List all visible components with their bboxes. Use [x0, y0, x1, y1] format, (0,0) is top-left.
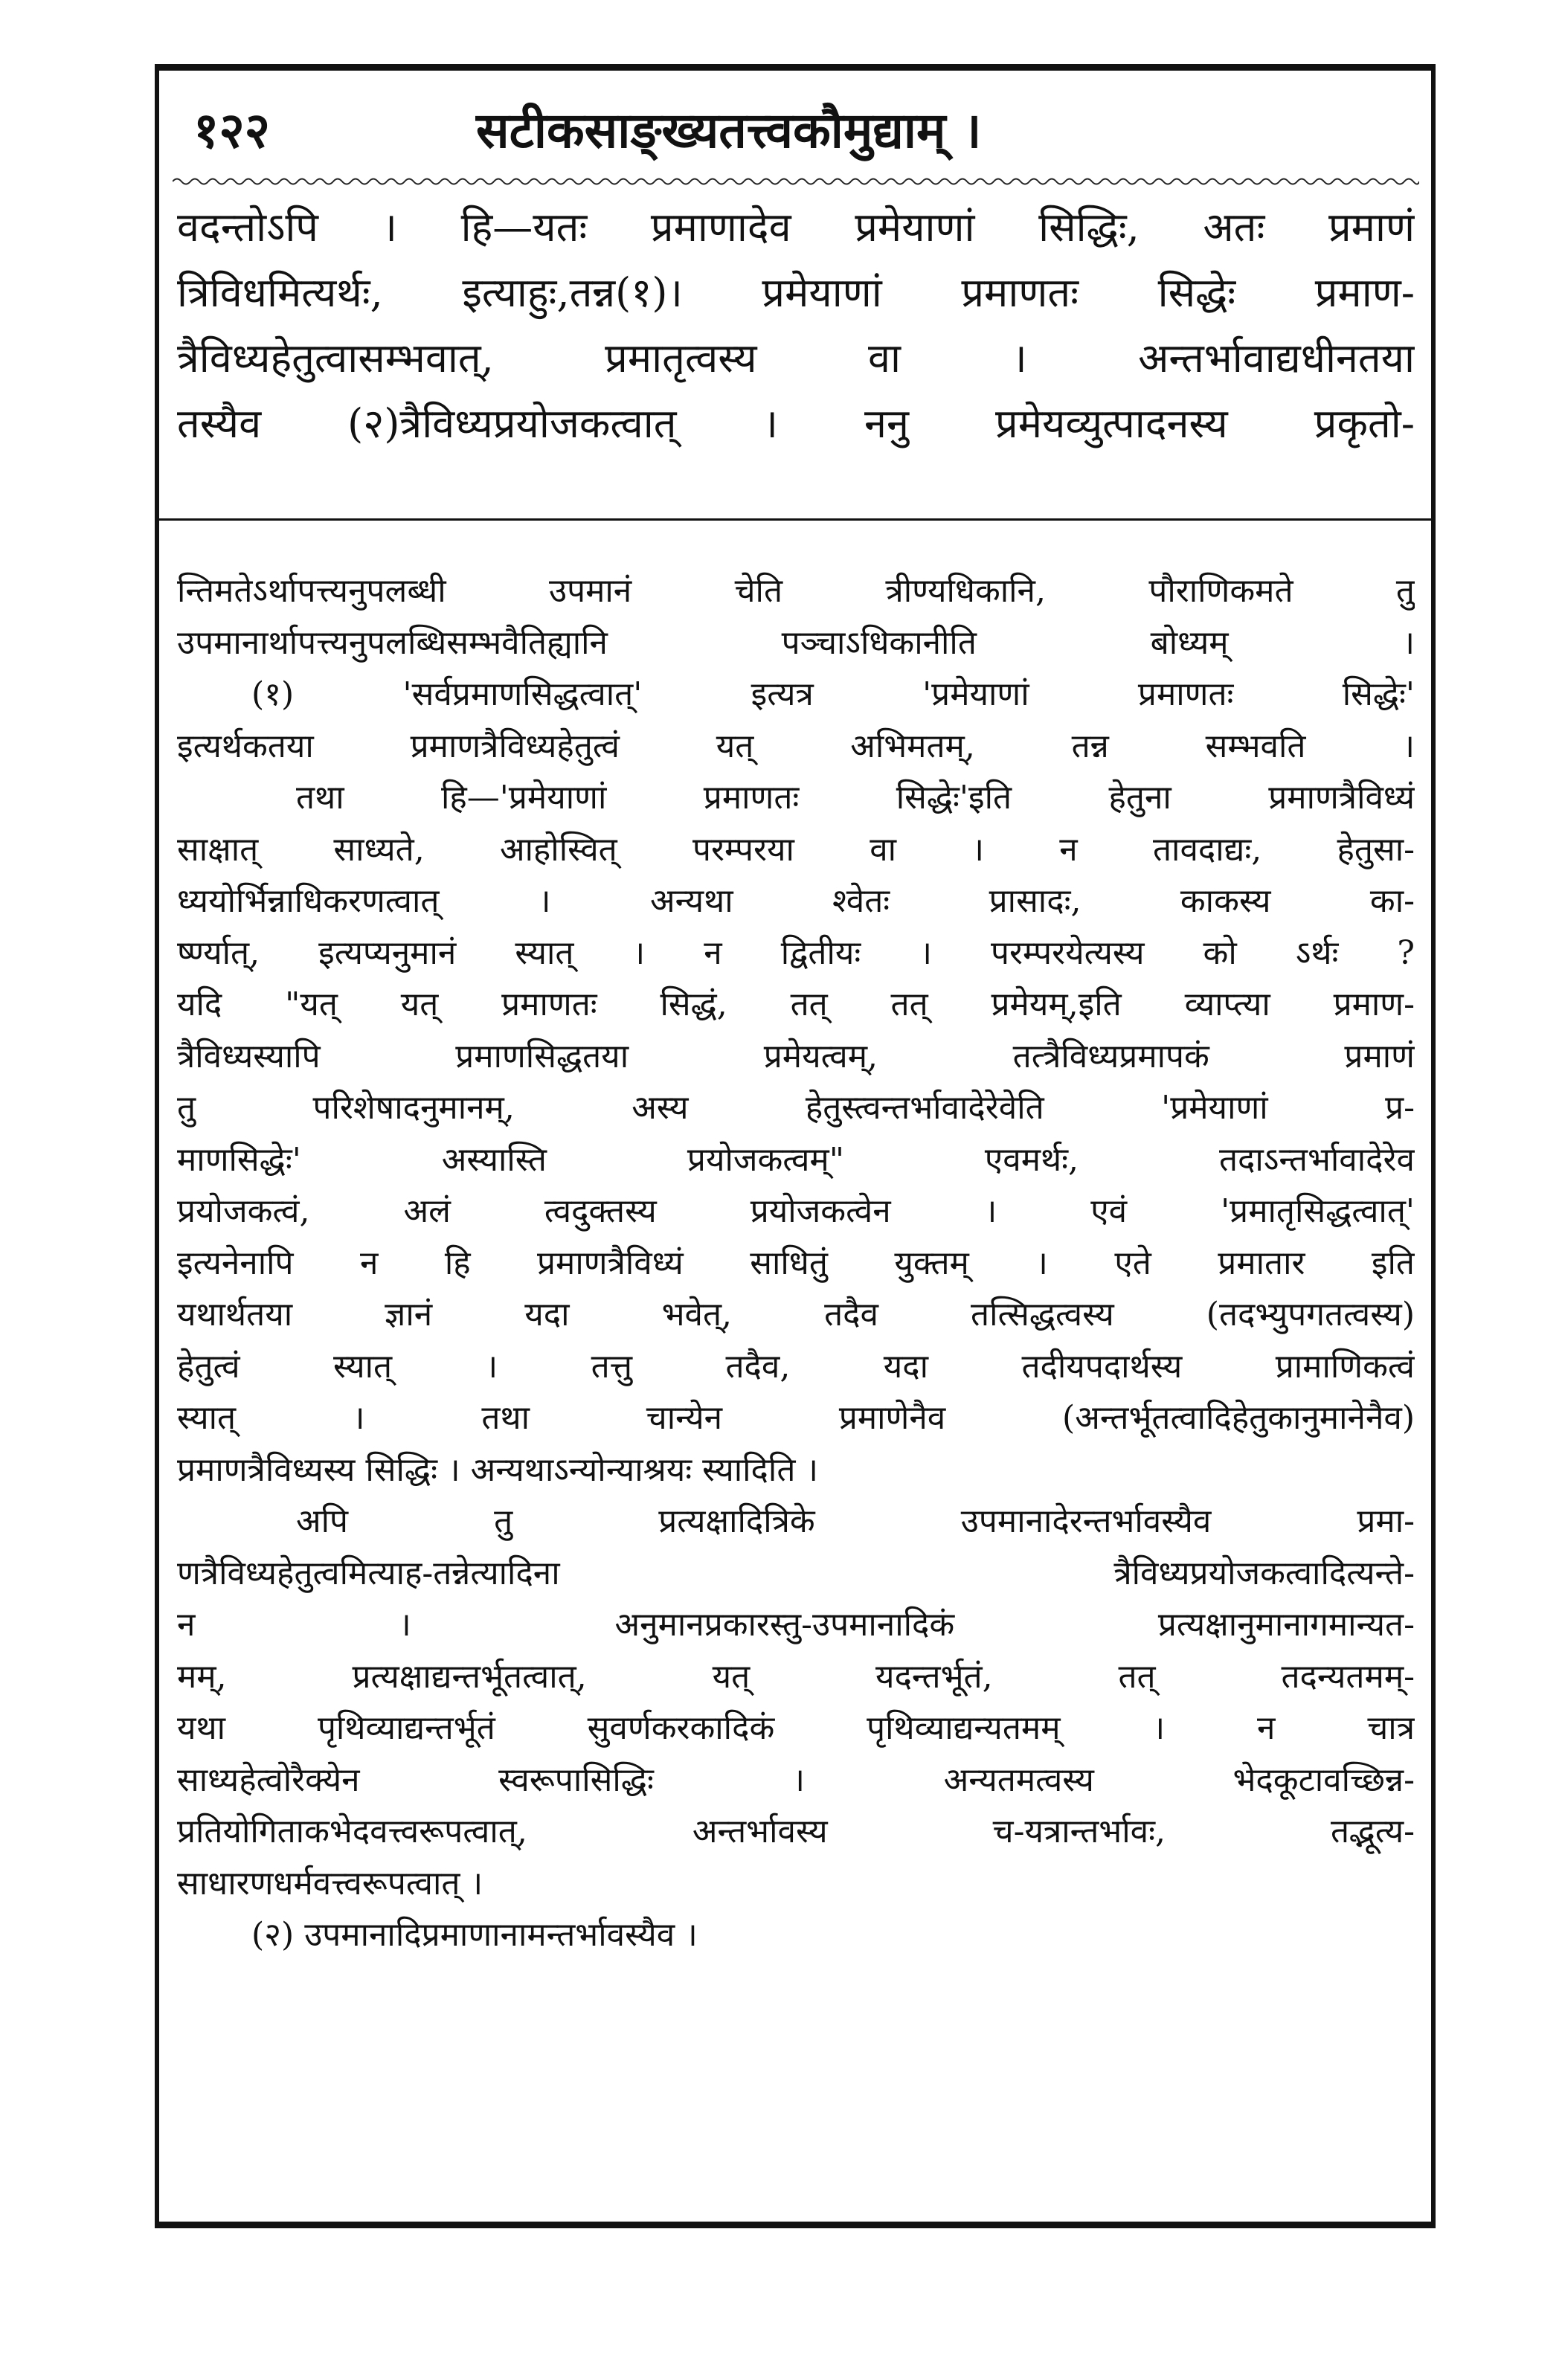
commentary-line: साधारणधर्मवत्त्वरूपत्वात् ।	[177, 1864, 483, 1903]
commentary-line: मम्, प्रत्यक्षाद्यन्तर्भूतत्वात्, यत् यदन्तर्भूतं, तत् तदन्यतमम्-	[177, 1657, 1415, 1696]
main-text-line: वदन्तोऽपि । हि—यतः प्रमाणादेव प्रमेयाणां सिद्धिः, अतः प्रमाणं	[177, 204, 1415, 251]
commentary-line: त्रैविध्यस्यापि प्रमाणसिद्धतया प्रमेयत्वम्, तत्त्रैविध्यप्रमापकं प्रमाणं	[177, 1037, 1415, 1075]
wavy-divider	[173, 174, 1419, 189]
commentary-line: उपमानार्थापत्त्यनुपलब्धिसम्भवैतिह्यानि पञ्चाऽधिकानीति बोध्यम् ।	[177, 623, 1415, 662]
commentary-line: (१) 'सर्वप्रमाणसिद्धत्वात्' इत्यत्र 'प्रमेयाणां प्रमाणतः सिद्धेः'	[251, 675, 1415, 713]
commentary-line: तथा हि—'प्रमेयाणां प्रमाणतः सिद्धेः'इति हेतुना प्रमाणत्रैविध्यं	[296, 779, 1415, 817]
main-text-line: तस्यैव (२)त्रैविध्यप्रयोजकत्वात् । ननु प्रमेयव्युत्पादनस्य प्रकृतो-	[177, 400, 1415, 447]
commentary-line: यदि "यत् यत् प्रमाणतः सिद्धं, तत् तत् प्रमेयम्,इति व्याप्त्या प्रमाण-	[177, 985, 1415, 1023]
commentary-line: न । अनुमानप्रकारस्तु-उपमानादिकं प्रत्यक्षानुमानागमान्यत-	[177, 1606, 1415, 1644]
commentary-line: माणसिद्धेः' अस्यास्ति प्रयोजकत्वम्" एवमर्थः, तदाऽन्तर्भावादेरेव	[177, 1140, 1415, 1179]
commentary-line: तु परिशेषादनुमानम्, अस्य हेतुस्त्वन्तर्भावादेरेवेति 'प्रमेयाणां प्र-	[177, 1089, 1415, 1127]
commentary-line: इत्यनेनापि न हि प्रमाणत्रैविध्यं साधितुं युक्तम् । एते प्रमातार इति	[177, 1244, 1415, 1282]
commentary-line: णत्रैविध्यहेतुत्वमित्याह-तन्नेत्यादिना त्रैविध्यप्रयोजकत्वादित्यन्ते-	[177, 1554, 1415, 1592]
commentary-line: अपि तु प्रत्यक्षादित्रिके उपमानादेरन्तर्भावस्यैव प्रमा-	[296, 1502, 1415, 1540]
commentary-line: साध्यहेत्वोरैक्येन स्वरूपासिद्धिः । अन्यतमत्वस्य भेदकूटावच्छिन्न-	[177, 1760, 1415, 1799]
commentary-line: साक्षात् साध्यते, आहोस्वित् परम्परया वा । न तावदाद्यः, हेतुसा-	[177, 830, 1415, 869]
section-separator	[159, 518, 1431, 521]
main-text-line: त्रिविधमित्यर्थः, इत्याहुः,तन्न(१)। प्रमेयाणां प्रमाणतः सिद्धेः प्रमाण-	[177, 269, 1415, 316]
page-header	[193, 88, 1406, 170]
page-number: १२२	[193, 101, 270, 159]
commentary-line: हेतुत्वं स्यात् । तत्तु तदैव, यदा तदीयपदार्थस्य प्रामाणिकत्वं	[177, 1347, 1415, 1386]
commentary-line: (२) उपमानादिप्रमाणानामन्तर्भावस्यैव ।	[251, 1916, 698, 1954]
commentary-line: यथार्थतया ज्ञानं यदा भवेत्, तदैव तत्सिद्धत्वस्य (तदभ्युपगतत्वस्य)	[177, 1296, 1415, 1334]
commentary-line: स्यात् । तथा चान्येन प्रमाणेनैव (अन्तर्भूतत्वादिहेतुकानुमानेनैव)	[177, 1399, 1415, 1437]
commentary-line: प्रतियोगिताकभेदवत्त्वरूपत्वात्, अन्तर्भावस्य च-यत्रान्तर्भावः, तद्भूत्य-	[177, 1813, 1415, 1850]
commentary-block	[177, 565, 1415, 1961]
commentary-line: र्ष्ण्यात्, इत्यप्यनुमानं स्यात् । न द्वितीयः । परम्परयेत्यस्य को ऽर्थः ?	[177, 933, 1415, 972]
commentary-line: इत्यर्थकतया प्रमाणत्रैविध्यहेतुत्वं यत् अभिमतम्, तन्न सम्भवति ।	[177, 727, 1415, 765]
main-text-line: त्रैविध्यहेतुत्वासम्भवात्, प्रमातृत्वस्य वा । अन्तर्भावाद्यधीनतया	[177, 335, 1415, 382]
running-title: सटीकसाङ्ख्यतत्त्वकौमुद्याम् ।	[476, 101, 982, 159]
commentary-line: प्रमाणत्रैविध्यस्य सिद्धिः । अन्यथाऽन्योन्याश्रयः स्यादिति ।	[177, 1450, 819, 1489]
commentary-line: यथा पृथिव्याद्यन्तर्भूतं सुवर्णकरकादिकं पृथिव्याद्यन्यतमम् । न चात्र	[177, 1709, 1415, 1747]
commentary-line: न्तिमतेऽर्थापत्त्यनुपलब्धी उपमानं चेति त्रीण्यधिकानि, पौराणिकमते तु	[177, 572, 1415, 610]
commentary-line: प्रयोजकत्वं, अलं त्वदुक्तस्य प्रयोजकत्वेन । एवं 'प्रमातृसिद्धत्वात्'	[177, 1192, 1415, 1230]
commentary-line: ध्ययोर्भिन्नाधिकरणत्वात् । अन्यथा श्वेतः प्रासादः, काकस्य का-	[177, 882, 1415, 920]
main-text-block	[177, 195, 1415, 457]
